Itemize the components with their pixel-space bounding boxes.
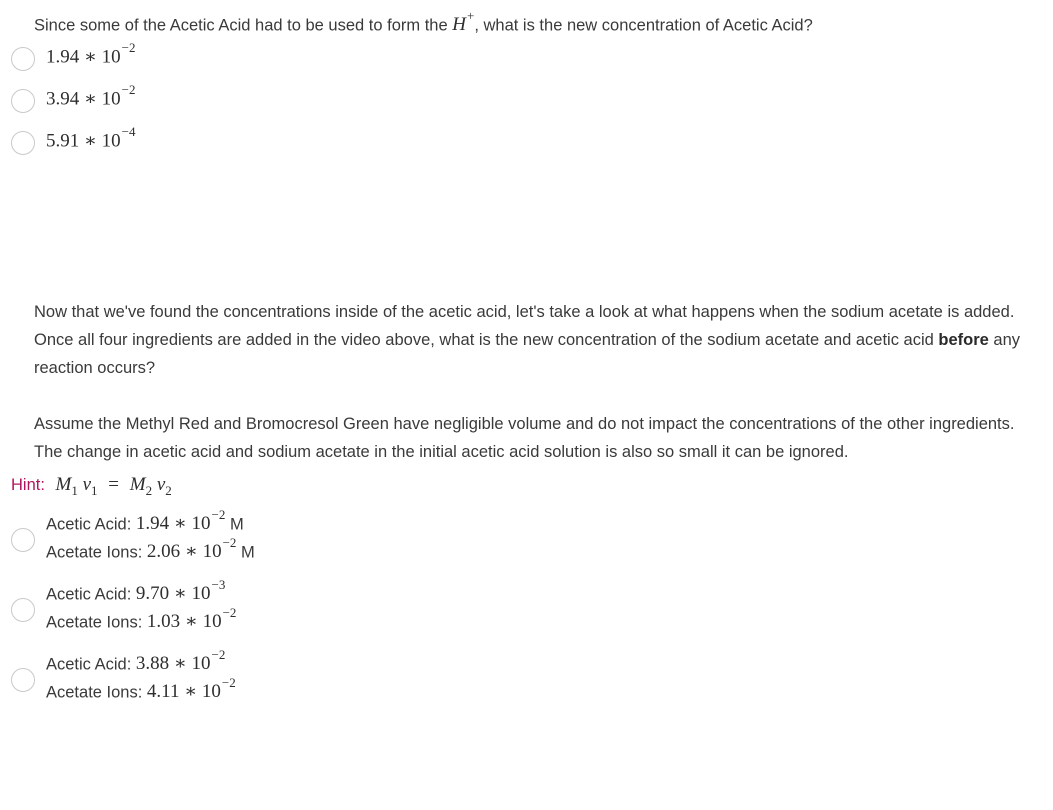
question-2-bold-before: before bbox=[938, 331, 989, 349]
question-2-text-part2: any reaction occurs? bbox=[34, 331, 1021, 377]
hint bbox=[11, 474, 172, 499]
q2-option-3-ions: Acetate Ions: 4.11 ∗ $10^{-2}$ bbox=[46, 675, 236, 703]
hint-label: Hint: bbox=[11, 476, 45, 494]
question-2-prompt bbox=[34, 298, 1024, 382]
q2-option-2-ions: Acetate Ions: 1.03 ∗ $10^{-2}$ bbox=[46, 605, 237, 633]
q1-option-2-label: 3.94 ∗ $10^{-2}$ bbox=[46, 82, 136, 110]
q2-option-1-radio[interactable] bbox=[11, 528, 35, 552]
q1-option-3-radio[interactable] bbox=[11, 131, 35, 155]
q2-option-3-radio[interactable] bbox=[11, 668, 35, 692]
question-2-assumption: Assume the Methyl Red and Bromocresol Green have negligible volume and do not impact the concentrations of the other ingredients. The change in acetic acid and sodium acetate in the initial acetic acid solution is also so small it can be ignored. bbox=[34, 415, 1015, 461]
question-1-prompt bbox=[34, 5, 1024, 39]
q1-option-1-radio[interactable] bbox=[11, 47, 35, 71]
q2-option-3-acid: Acetic Acid: 3.88 ∗ $10^{-2}$ bbox=[46, 647, 226, 675]
q2-option-2-acid: Acetic Acid: 9.70 ∗ $10^{-3}$ bbox=[46, 577, 226, 605]
q2-option-1-acid: Acetic Acid: 1.94 ∗ $10^{-2}$ M bbox=[46, 507, 244, 535]
question-1-text-after: , what is the new concentration of Acetic Acid? bbox=[474, 16, 813, 35]
q2-option-2-radio[interactable] bbox=[11, 598, 35, 622]
q1-option-1-label: 1.94 ∗ $10^{-2}$ bbox=[46, 40, 136, 68]
question-1-text-before: Since some of the Acetic Acid had to be used to form the bbox=[34, 16, 453, 35]
q2-option-1-ions: Acetate Ions: 2.06 ∗ $10^{-2}$ M bbox=[46, 535, 255, 563]
question-2-text-part1: Now that we've found the concentrations inside of the acetic acid, let's take a look at what happens when the sodium acetate is added. Once all four ingredients are added in the video above, what is the new concentration of the sodium acetate and acetic acid bbox=[34, 303, 1015, 349]
h-plus-symbol: H+ bbox=[452, 8, 475, 36]
q1-option-3-label: 5.91 ∗ $10^{-4}$ bbox=[46, 124, 136, 152]
hint-formula: $M_1$ $v_1 = M_2$ $v_2$ bbox=[55, 474, 172, 498]
q1-option-2-radio[interactable] bbox=[11, 89, 35, 113]
